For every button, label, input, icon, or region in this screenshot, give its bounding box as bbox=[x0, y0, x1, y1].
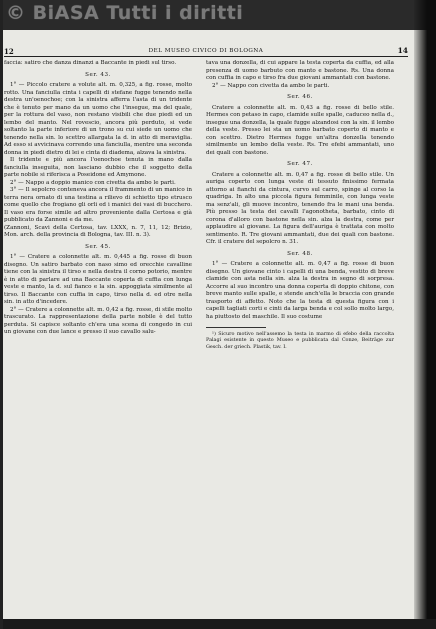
section-heading: Ser. 45. bbox=[85, 243, 111, 250]
paragraph: Cratere a colonnette alt. m. 0,43 a fig. rosse di bello stile. Hermes con petaso in capo, clamide sulle spalle, caduceo nella d., insegue una donzella, la quale fugge alzandosi con la sin. il lembo della veste. Presso lei sta un uomo barbato coperto di manto e con scettro. Dietro Hermes fugge un'altra donzella tenendo similmente un lembo della veste. Rs. Tre efebi ammantati, uno dei quali con bastone. bbox=[206, 104, 395, 156]
paragraph: (Zannoni, Scavi della Certosa, tav. LXXX, n. 7, 11, 12; Brizio, Mon. arch. della provincia di Bologna, tav. III. n. 3). bbox=[4, 224, 192, 238]
scan-shadow-bottom bbox=[0, 619, 436, 629]
header-rule bbox=[4, 56, 408, 57]
scan-shadow-left bbox=[0, 0, 3, 629]
footnote: ¹) Sicuro motivo nell'assemo la testa in marmo di efebo della raccolta Palagi esistente in questo Museo e pubblicata dal Conze, Beiträge zur Gesch. der griech. Plastik, tav. I. bbox=[206, 331, 394, 350]
paragraph: faccia: satiro che danza dinanzi a Baccante in piedi sul tirso. bbox=[4, 60, 177, 66]
scan-shadow-right bbox=[414, 0, 436, 629]
section-heading: Ser. 47. bbox=[287, 161, 313, 167]
paragraph: Il tridente e più ancora l'oenochoe tenuta in mano dalla fanciulla inseguita, non lasciano dubbio che il soggetto della parte nobile si riferisca a Poseidone ed Amymone. bbox=[4, 157, 192, 178]
left-column bbox=[4, 60, 192, 337]
watermark-text: © BiASA Tutti i diritti bbox=[6, 2, 244, 24]
paragraph: Cratere a colonnette alt. m. 0,47 a fig. rosse di bello stile. Un auriga coperto con lunga veste di tessuto finissimo fermata attorno ai fianchi da cintura, curvo sul carro, spinge al corso la quadriga. In alto una piccola figura femminile, con lunga veste ma senz'ali, gli muove incontro, tenendo fra le mani una benda. Più presso la testa dei cavalli l'agonotheta, barbato, cinto di corona d'alloro con bastone nella sin. alza la destra, come per applaudire al giovane. La figura dell'auriga è trattata con molto sentimento. R. Tre giovani ammantati, due dei quali con bastone. Cfr. il cratere del sepolcro n. 31. bbox=[206, 171, 394, 245]
right-column bbox=[206, 60, 394, 350]
paragraph: tava una donzella, di cui appare la testa coperta da cuffia, ed alla presenza di uomo barbuto con manto e bastone. Rs. Una donna con cuffia in capo e tirso fra due giovani ammantati con bastone. bbox=[206, 60, 394, 81]
paragraph: 2° — Nappo con civetta da ambo le parti. bbox=[212, 82, 330, 89]
paragraph: 3° — Il sepolcro conteneva ancora il frammento di un manico in terra nera ornato di una testina a rilievo di schietto tipo etrusco come quello che frogiano gli orli ed i manici dei vasi di bucchero. Il vaso era forse simile ad altro proveniente dalla Certosa e già pubblicato da Zannoni e da me. bbox=[4, 187, 192, 223]
page-number-right: 14 bbox=[397, 46, 408, 55]
paragraph: 1° — Cratere a colonnette alt. m. 0,47 a fig. rosse di buon disegno. Un giovane cinto i capelli di una benda, vestito di breve clamide con asta nella sin. alza la destra in segno di sorpresa. Accorre al suo incontro una donna coperta di doppio chitone, con breve manto sulle spalle, e stende anch'ella le braccia con grande trasporto di affetto. Noto che la testa di questa figura con i capelli tagliati corti e cinti da larga benda e col sollo molto largo, ha piuttosto del maschile. Il suo costume bbox=[206, 261, 394, 320]
section-heading: Ser. 46. bbox=[287, 94, 313, 100]
paragraph: 1° — Cratere a colonnette alt. m. 0,445 a fig. rosse di buon disegno. Un satiro barbato con naso simo ed orecchie cavalline tiene con la sinistra il tirso e nella destra il corno potorio, mentre è in atto di parlare ad una Baccante coperta di cuffia con lunga veste e manto, la d. sul fianco e la sin. appoggiata similmente al tirso. Il Baccante con cuffia in capo, tirso nella d. ed otre nella sin. in atto d'incedere. bbox=[4, 254, 192, 305]
section-heading: Ser. 43. bbox=[85, 71, 111, 78]
paragraph: 2° — Nappo a doppio manico con civetta da ambo le parti. bbox=[10, 179, 176, 186]
section-heading: Ser. 48. bbox=[287, 250, 313, 257]
footnote-rule bbox=[206, 327, 266, 328]
paragraph: 1° — Piccolo cratere a volute alt. m. 0,325, a fig. rosse, molto rotto. Una fanciulla cinta i capelli di stefane fugge tenendo nella destra un'oenochoe; con la sinistra afferra l'asta di un tridente che è tenuto per mano da un uomo che l'insegue, ma del quale, per la rottura del vaso, non restano visibili che due piedi ed un lembo del manto. Nel rovescio, ancora più perduto, si vede soltanto la parte inferiore di un trono su cui siede un uomo che tenendo nella sin. lo scettro allargata la d. in atto di meraviglia. Ad esso si avvicinava correndo una fanciulla, mentre una seconda donna in piedi dietro di lei e cinta di diadema, alzava la sinistra. bbox=[4, 82, 192, 156]
page-number-left: 12 bbox=[4, 47, 14, 56]
paragraph: 2° — Cratere a colonnette alt. m. 0,42 a fig. rosse, di stile molto trascurato. La rappresentazione della parte nobile è del tutto perduta. Si capisce soltanto ch'era una scena di congedo in cui un giovane con due lance e presso il suo cavallo salu- bbox=[4, 306, 192, 335]
running-title: DEL MUSEO CIVICO DI BOLOGNA bbox=[148, 48, 264, 54]
